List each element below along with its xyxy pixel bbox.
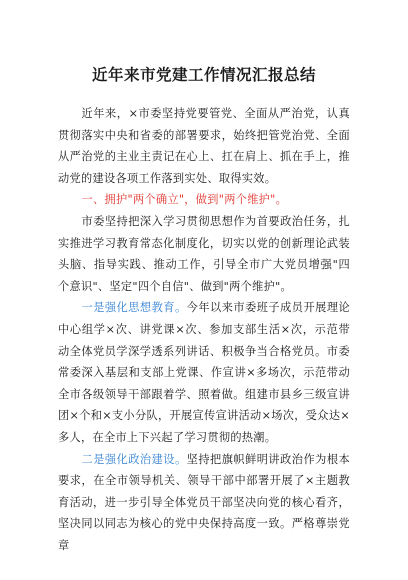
point-1-paragraph [58, 297, 350, 448]
section-1-heading: 一、拥护"两个确立"，做到"两个维护"。 [81, 193, 288, 207]
point-2-text: 坚持把旗帜鲜明讲政治作为根本要求，在全市领导机关、领导干部中部署开展了×主题教育活动，进一步引导全体党员干部坚决向党的核心看齐，坚决同以同志为核心的党中央保持高度一致。严格尊崇党章 [58, 452, 351, 552]
point-2-label: 二是强化政治建设。 [81, 452, 187, 466]
intro-paragraph: 近年来，×市委坚持党要管党、全面从严治党，认真贯彻落实中央和省委的部署要求，始终把管党治党、全面从严治党的主业主责记在心上、扛在肩上、抓在手上，推动党的建设各项工作落到实处、取得实效。 [58, 107, 350, 185]
document-title: 近年来市党建工作情况汇报总结 [91, 66, 316, 84]
point-1-label: 一是强化思想教育。 [81, 301, 187, 315]
point-2-paragraph [58, 449, 350, 557]
point-1-text: 今年以来市委班子成员开展理论中心组学×次、讲党课×次、参加支部生活×次，示范带动全体党员学深学透系列讲话、积极争当合格党员。市委常委深入基层和支部上党课、作宣讲×多场次，示范带动全市各级领导干部跟着学、照着做。组建市县乡三级宣讲团×个和×支小分队，开展宣传宣讲活动×场次，受众达×多人，在全市上下兴起了学习贯彻的热潮。 [58, 301, 351, 444]
section-1-paragraph: 市委坚持把深入学习贯彻思想作为首要政治任务，扎实推进学习教育常态化制度化，切实以党的创新理论武装头脑、指导实践、推动工作，引导全市广大党员增强"四个意识"、坚定"四个自信"、做到"两个维护"。 [58, 214, 350, 293]
